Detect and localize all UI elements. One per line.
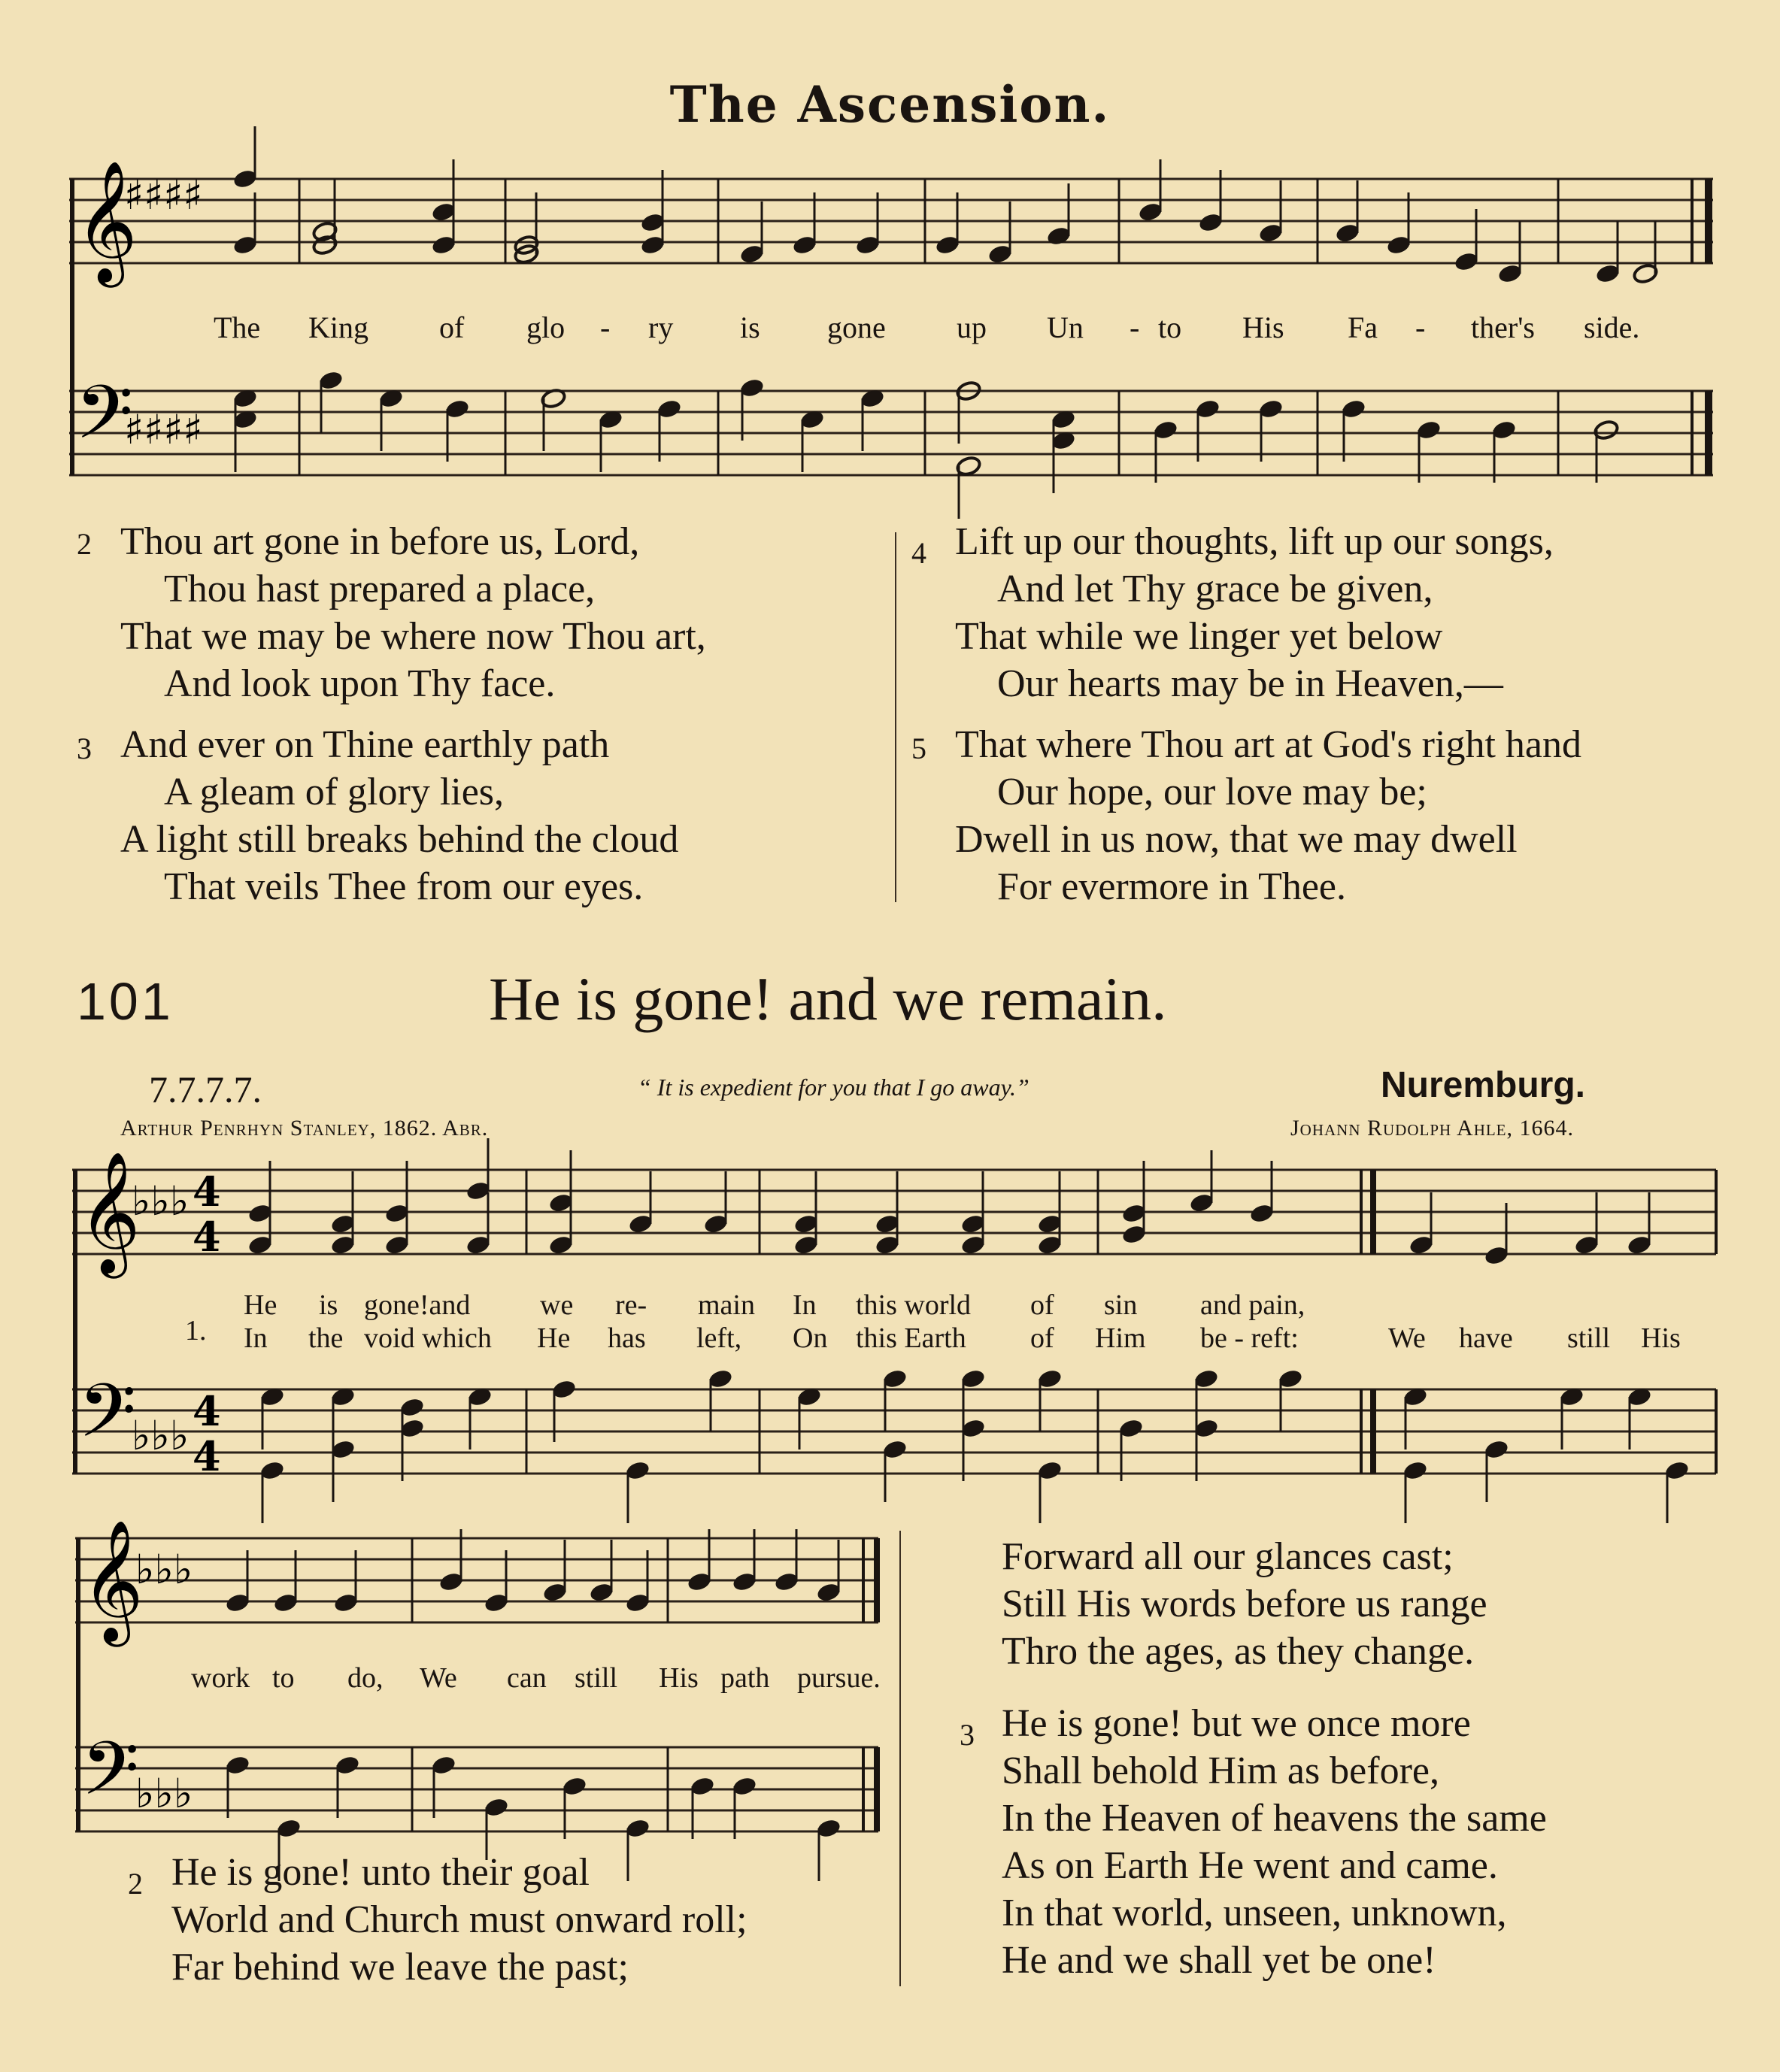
verse-line: For evermore in Thee.	[997, 865, 1346, 908]
verse-line: He and we shall yet be one!	[1002, 1939, 1436, 1982]
lyric-syllable: sin	[1104, 1289, 1138, 1321]
verse-line: That while we linger yet below	[955, 615, 1443, 658]
page-header: The Ascension.	[669, 75, 1111, 134]
key-signature: ♭♭♭	[135, 1770, 193, 1817]
verse-number: 2	[128, 1867, 143, 1901]
verse-line: He is gone! but we once more	[1002, 1702, 1471, 1745]
verse-line: Dwell in us now, that we may dwell	[955, 818, 1518, 861]
key-signature: ♭♭♭	[135, 1546, 193, 1593]
lyric-syllable: Him	[1095, 1322, 1146, 1354]
verse-line: Our hope, our love may be;	[997, 771, 1427, 813]
key-signature: ♯♯♯♯	[124, 406, 203, 453]
lyric-syllable: of	[439, 310, 465, 344]
lyric-syllable: void which	[364, 1322, 492, 1354]
lyric-syllable: this world	[856, 1289, 972, 1321]
column-divider	[899, 1531, 901, 1986]
treble-clef-icon: 𝄞	[81, 1519, 144, 1642]
lyric-syllable: pursue.	[797, 1662, 881, 1694]
lyric-syllable: can	[507, 1662, 547, 1694]
author-credit: Arthur Penrhyn Stanley, 1862. Abr.	[120, 1116, 489, 1141]
key-signature: ♭♭♭	[132, 1412, 190, 1459]
lyric-syllable: path	[720, 1662, 770, 1694]
lyric-syllable: left,	[696, 1322, 742, 1354]
lyric-syllable: still	[1567, 1322, 1611, 1354]
hymn-title: He is gone! and we remain.	[489, 965, 1167, 1033]
lyric-syllable: the	[308, 1322, 344, 1354]
lyric-syllable: His	[1641, 1322, 1681, 1354]
verse-number: 5	[911, 732, 926, 765]
lyric-syllable: up	[957, 310, 987, 344]
lyric-syllable: ther's	[1471, 310, 1535, 344]
treble-clef-icon: 𝄞	[75, 160, 138, 283]
lyric-syllable: of	[1030, 1322, 1054, 1354]
verse-number: 3	[77, 732, 92, 765]
meter: 7.7.7.7.	[149, 1068, 262, 1110]
lyric-syllable: -	[1415, 310, 1426, 344]
hymn-number: 101	[77, 972, 174, 1031]
verse-line: That veils Thee from our eyes.	[164, 865, 644, 908]
lyric-syllable: The	[214, 310, 261, 344]
verse-line: A light still breaks behind the cloud	[120, 818, 679, 861]
epigraph: “ It is expedient for you that I go away.”	[638, 1074, 1029, 1101]
verse-line: That we may be where now Thou art,	[120, 615, 706, 658]
lyric-syllable: side.	[1584, 310, 1640, 344]
treble-clef-icon: 𝄞	[78, 1151, 141, 1274]
lyric-syllable: glo	[526, 310, 566, 344]
lyric-syllable: He	[244, 1289, 277, 1321]
lyric-syllable: has	[608, 1322, 646, 1354]
lyric-syllable: gone	[827, 310, 886, 344]
verse-line: A gleam of glory lies,	[164, 771, 505, 813]
verse-line: As on Earth He went and came.	[1002, 1844, 1498, 1887]
verse-number: 2	[77, 527, 92, 561]
bass-clef-icon: 𝄢	[81, 1726, 140, 1831]
lyric-syllable: is	[740, 310, 760, 344]
verse-number: 4	[911, 536, 926, 570]
lyric-syllable: ry	[648, 310, 674, 344]
lyric-syllable: King	[308, 310, 368, 344]
lyric-syllable: work	[191, 1662, 250, 1694]
bass-clef-icon: 𝄢	[78, 1368, 137, 1473]
verse-line: In that world, unseen, unknown,	[1002, 1892, 1507, 1934]
time-signature: 4	[193, 1432, 221, 1480]
lyric-syllable: of	[1030, 1289, 1054, 1321]
lyric-syllable: have	[1459, 1322, 1513, 1354]
lyric-syllable: -	[600, 310, 611, 344]
lyric-syllable: re-	[615, 1289, 647, 1321]
lyric-syllable: -	[1130, 310, 1140, 344]
verse-line: In the Heaven of heavens the same	[1002, 1797, 1547, 1840]
lyric-syllable: be - reft:	[1200, 1322, 1299, 1354]
column-divider	[895, 532, 896, 902]
verse-line: World and Church must onward roll;	[171, 1898, 747, 1941]
time-signature: 4	[193, 1168, 221, 1216]
lyric-syllable: In	[793, 1289, 817, 1321]
lyric-syllable: is	[319, 1289, 338, 1321]
verse-line: Still His words before us range	[1002, 1583, 1487, 1625]
verse-line: That where Thou art at God's right hand	[955, 723, 1581, 766]
lyric-syllable: we	[540, 1289, 574, 1321]
verse-line: And let Thy grace be given,	[997, 568, 1433, 610]
lyric-syllable: and pain,	[1200, 1289, 1305, 1321]
lyric-syllable: to	[272, 1662, 295, 1694]
verse-line: Lift up our thoughts, lift up our songs,	[955, 520, 1554, 563]
verse-line: Thou art gone in before us, Lord,	[120, 520, 640, 563]
lyric-syllable: still	[575, 1662, 618, 1694]
key-signature: ♭♭♭	[132, 1177, 190, 1225]
verse-line: Far behind we leave the past;	[171, 1946, 629, 1989]
lyric-syllable: do,	[347, 1662, 384, 1694]
verse-line: Forward all our glances cast;	[1002, 1535, 1454, 1578]
lyric-syllable: We	[420, 1662, 457, 1694]
tune-name: Nuremburg.	[1381, 1065, 1586, 1105]
key-signature: ♯♯♯♯	[124, 171, 203, 219]
verse-number: 3	[960, 1718, 975, 1752]
lyric-syllable: this Earth	[856, 1322, 966, 1354]
lyric-syllable: Un	[1047, 310, 1084, 344]
lyric-syllable: We	[1388, 1322, 1426, 1354]
bass-clef-icon: 𝄢	[75, 370, 134, 474]
verse-line: Thou hast prepared a place,	[164, 568, 596, 610]
time-signature: 4	[193, 1213, 221, 1261]
time-signature: 4	[193, 1387, 221, 1435]
lyric-syllable: main	[698, 1289, 755, 1321]
lyric-syllable: to	[1158, 310, 1182, 344]
lyric-syllable: His	[659, 1662, 699, 1694]
lyric-syllable: He	[537, 1322, 571, 1354]
verse-marker: 1.	[185, 1315, 207, 1346]
verse-line: He is gone! unto their goal	[171, 1851, 590, 1894]
verse-line: And look upon Thy face.	[164, 662, 556, 705]
lyric-syllable: His	[1242, 310, 1284, 344]
verse-line: And ever on Thine earthly path	[120, 723, 610, 766]
verse-line: Thro the ages, as they change.	[1002, 1630, 1475, 1673]
lyric-syllable: Fa	[1348, 310, 1378, 344]
verse-line: Our hearts may be in Heaven,—	[997, 662, 1503, 705]
composer-credit: Johann Rudolph Ahle, 1664.	[1290, 1116, 1575, 1141]
lyric-syllable: In	[244, 1322, 268, 1354]
verse-line: Shall behold Him as before,	[1002, 1749, 1439, 1792]
lyric-syllable: gone!and	[364, 1289, 471, 1321]
lyric-syllable: On	[793, 1322, 828, 1354]
